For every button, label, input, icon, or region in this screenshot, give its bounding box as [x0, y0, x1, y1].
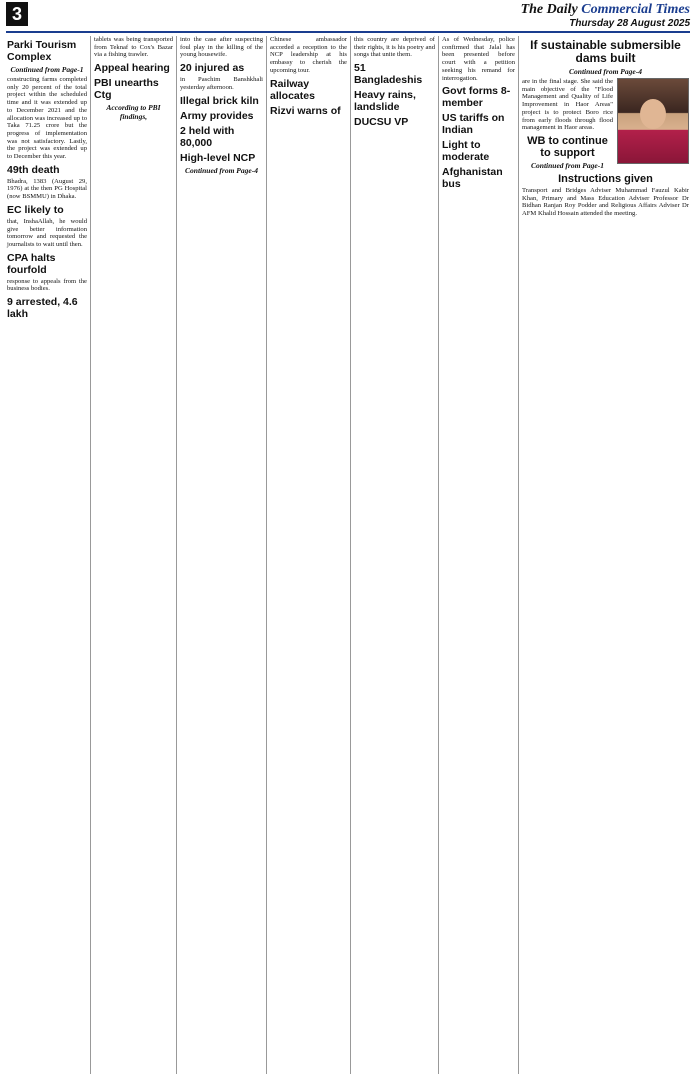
- paper-brand: [470, 2, 690, 30]
- column-7: [518, 36, 692, 1074]
- article-body: this country are deprived of their rights, it is his poetry and songs that unite them.: [354, 36, 435, 59]
- column-2: [90, 36, 176, 1074]
- article-body: into the case after suspecting foul play in the killing of the young housewife.: [180, 36, 263, 59]
- article-body: Transport and Bridges Adviser Muhammad Fauzul Kabir Khan, Primary and Mass Education Adviser Professor Dr Bidhan Ranjan Roy Podder and Religious Affairs Adviser Dr AFM Khalid Hossain attended the meeting.: [522, 186, 689, 218]
- portrait-photo: [617, 78, 689, 164]
- article-headline: 49th death: [7, 163, 60, 176]
- column-4: [266, 36, 350, 1074]
- article-columns: [4, 36, 692, 1074]
- article-headline: US tariffs on Indian: [442, 112, 505, 137]
- article-headline: Appeal hearing: [94, 62, 170, 75]
- article-headline: Railway allocates: [270, 77, 315, 102]
- continued-note: Continued from Page-4: [569, 67, 642, 76]
- masthead-rule: [6, 31, 690, 33]
- article-body: constructing farms completed only 20 percent of the total project within the scheduled time and it was extended up to December 2021 and the allocation was increased up to Taka 71.25 crore but the progress of implementation was not satisfactory. Lastly, the project was extended up to December this year.: [7, 76, 87, 161]
- article-headline: CPA halts fourfold: [7, 251, 56, 276]
- article-headline: Heavy rains, landslide: [354, 89, 416, 114]
- article-headline: 51 Bangladeshis: [354, 62, 423, 87]
- paper-name-main: Commercial Times: [581, 2, 690, 17]
- article-body: in Paschim Banshkhali yesterday afternoon.: [180, 76, 263, 91]
- article-body: tablets was being transported from Teknaf to Cox's Bazar via a fishing trawler.: [94, 36, 173, 59]
- article-headline: Light to moderate: [442, 139, 490, 164]
- article-headline: 20 injured as: [180, 62, 245, 75]
- column-1: [4, 36, 90, 1074]
- article-headline: DUCSU VP: [354, 116, 409, 129]
- article-headline: EC likely to: [7, 203, 64, 216]
- paper-name-prefix: The Daily: [520, 2, 582, 17]
- article-body: Bhadra, 1383 (August 29, 1976) at the then PG Hospital (now BSMMU) in Dhaka.: [7, 177, 87, 201]
- masthead: [6, 2, 690, 34]
- paper-name: [470, 2, 690, 17]
- column-6: [438, 36, 518, 1074]
- article-headline: Govt forms 8-member: [442, 85, 511, 110]
- page-number: 3: [6, 2, 28, 26]
- article-headline: PBI unearths Ctg: [94, 77, 159, 102]
- article-headline: Rizvi warns of: [270, 104, 341, 117]
- continued-note: Continued from Page-1: [10, 65, 84, 74]
- article-body: are in the final stage. She said the main objective of the "Flood Management and Quality of Life Improvement in Haor Areas" project is to protect Boro rice from early floods through flood management in Haor areas.: [522, 78, 613, 132]
- article-headline: 9 arrested, 4.6 lakh: [7, 296, 78, 321]
- article-headline: WB to continue to support: [527, 134, 608, 159]
- continued-note: Continued from Page-4: [185, 165, 258, 175]
- issue-date: Thursday 28 August 2025: [569, 18, 690, 29]
- continued-note: Continued from Page-1: [531, 160, 604, 170]
- article-headline: High-level NCP: [180, 151, 256, 164]
- article-headline: Parki Tourism Complex: [7, 39, 77, 63]
- article-headline: Illegal brick kiln: [180, 94, 259, 107]
- article-body: response to appeals from the business bodies.: [7, 277, 87, 293]
- article-headline: 2 held with 80,000: [180, 124, 235, 149]
- continued-note: According to PBI findings,: [106, 103, 161, 122]
- article-body: Chinese ambassador accorded a reception to the NCP leadership at his embassy to cherish the upcoming tour.: [270, 36, 347, 74]
- column-3: [176, 36, 266, 1074]
- portrait-face: [640, 99, 666, 129]
- article-headline: Army provides: [180, 109, 254, 122]
- article-body: As of Wednesday, police confirmed that Jalal has been presented before court with a petition seeking his remand for interrogation.: [442, 36, 515, 82]
- column-5: [350, 36, 438, 1074]
- article-body: that, InshaAllah, he would give better information tomorrow and requested the journalists to wait until then.: [7, 217, 87, 248]
- article-headline: Instructions given: [558, 172, 653, 185]
- article-headline: If sustainable submersible dams built: [530, 38, 681, 65]
- article-headline: Afghanistan bus: [442, 166, 503, 191]
